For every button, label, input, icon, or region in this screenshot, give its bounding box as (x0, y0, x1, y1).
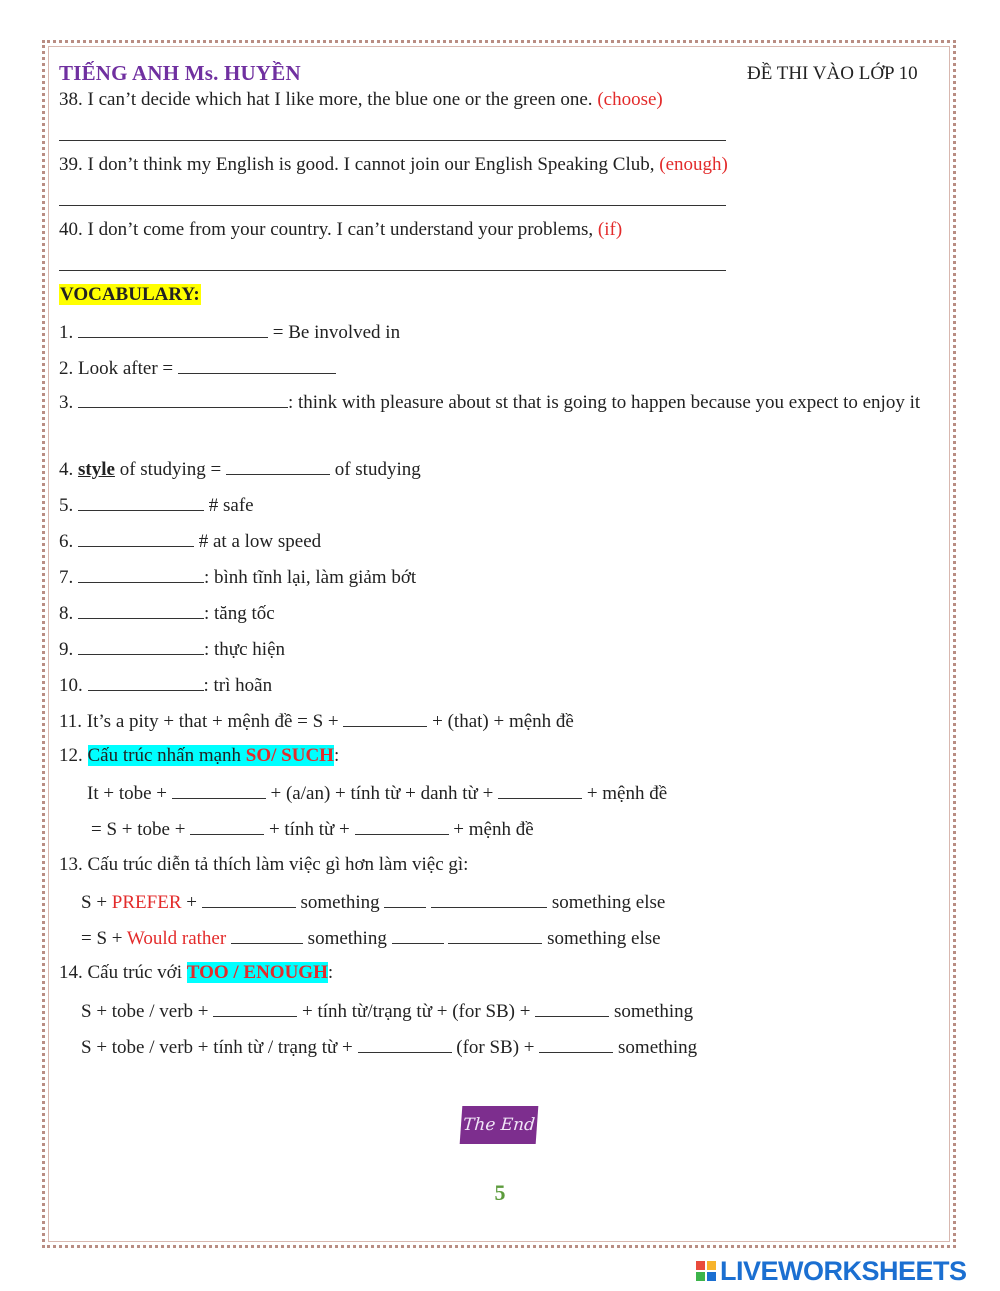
prefer-blank-1[interactable] (202, 889, 296, 908)
liveworksheets-brand (696, 1256, 967, 1286)
too-enough-blank-4[interactable] (539, 1034, 613, 1053)
question-hint: (if) (597, 219, 623, 240)
vocab-item-5: 5. # safe (59, 492, 254, 518)
vocabulary-heading: VOCABULARY: (60, 284, 200, 305)
so-such-blank-3[interactable] (190, 816, 264, 835)
vocab-blank-2[interactable] (178, 355, 336, 374)
vocab-item-8: 8. : tăng tốc (59, 600, 275, 626)
brand-title: TIẾNG ANH Ms. HUYỀN (59, 61, 301, 85)
vocab-item-13-line-2: = S + Would rather something something else (81, 925, 661, 951)
vocab-blank-5[interactable] (78, 492, 204, 511)
too-enough-blank-1[interactable] (213, 998, 297, 1017)
question-hint: (choose) (597, 89, 663, 110)
vocab-blank-11[interactable] (343, 708, 427, 727)
liveworksheets-logo-icon (696, 1261, 716, 1281)
page-number: 5 (494, 1180, 506, 1205)
vocab-item-10: 10. : trì hoãn (59, 672, 272, 698)
vocab-item-14: 14. Cấu trúc với TOO / ENOUGH: (59, 962, 334, 983)
prefer-blank-2[interactable] (384, 889, 426, 908)
vocab-item-12-line-1: It + tobe + + (a/an) + tính từ + danh từ + + mệnh đề (87, 780, 667, 806)
vocab-item-6: 6. # at a low speed (59, 528, 321, 554)
vocab-blank-10[interactable] (88, 672, 204, 691)
so-such-blank-2[interactable] (498, 780, 582, 799)
vocab-item-14-line-2: S + tobe / verb + tính từ / trạng từ + (for SB) + something (81, 1034, 697, 1060)
question-text: 40. I don’t come from your country. I can’t understand your problems, (59, 219, 594, 240)
too-enough-blank-2[interactable] (535, 998, 609, 1017)
exam-title: ĐỀ THI VÀO LỚP 10 (747, 63, 918, 84)
vocab-item-14-line-1: S + tobe / verb + + tính từ/trạng từ + (for SB) + something (81, 998, 693, 1024)
liveworksheets-wordmark: LIVEWORKSHEETS (720, 1255, 967, 1286)
question-39 (59, 153, 728, 177)
question-hint: (enough) (659, 154, 728, 175)
vocab-item-12: 12. Cấu trúc nhấn mạnh SO/ SUCH: (59, 745, 340, 766)
vocab-item-11: 11. It’s a pity + that + mệnh đề = S + + (that) + mệnh đề (59, 708, 574, 734)
vocab-blank-7[interactable] (78, 564, 204, 583)
answer-line-38[interactable] (59, 140, 726, 141)
question-38 (59, 88, 663, 112)
vocab-item-13: 13. Cấu trúc diễn tả thích làm việc gì hơn làm việc gì: (59, 854, 469, 875)
would-rather-blank-3[interactable] (448, 925, 542, 944)
the-end-badge: The End (460, 1106, 539, 1144)
too-enough-blank-3[interactable] (358, 1034, 452, 1053)
vocab-item-9: 9. : thực hiện (59, 636, 285, 662)
answer-line-40[interactable] (59, 270, 726, 271)
so-such-blank-4[interactable] (355, 816, 449, 835)
prefer-blank-3[interactable] (431, 889, 547, 908)
would-rather-blank-2[interactable] (392, 925, 444, 944)
vocab-blank-9[interactable] (78, 636, 204, 655)
vocab-item-7: 7. : bình tĩnh lại, làm giảm bớt (59, 564, 416, 590)
vocab-item-12-line-2: = S + tobe + + tính từ + + mệnh đề (91, 816, 534, 842)
so-such-blank-1[interactable] (172, 780, 266, 799)
vocab-item-4: 4. style of studying = of studying (59, 456, 421, 482)
vocab-blank-6[interactable] (78, 528, 194, 547)
vocab-blank-3[interactable] (78, 389, 288, 408)
vocab-blank-4[interactable] (226, 456, 330, 475)
question-40 (59, 218, 622, 242)
vocab-item-3: 3. : think with pleasure about st that is going to happen because you expect to enjoy it (59, 389, 939, 417)
vocab-blank-1[interactable] (78, 319, 268, 338)
vocab-blank-8[interactable] (78, 600, 204, 619)
vocab-item-13-line-1: S + PREFER + something something else (81, 889, 665, 915)
answer-line-39[interactable] (59, 205, 726, 206)
vocab-item-2: 2. Look after = (59, 355, 336, 381)
question-text: 38. I can’t decide which hat I like more, the blue one or the green one. (59, 89, 593, 110)
question-text: 39. I don’t think my English is good. I cannot join our English Speaking Club, (59, 154, 655, 175)
vocab-item-1: 1. = Be involved in (59, 319, 400, 345)
would-rather-blank-1[interactable] (231, 925, 303, 944)
